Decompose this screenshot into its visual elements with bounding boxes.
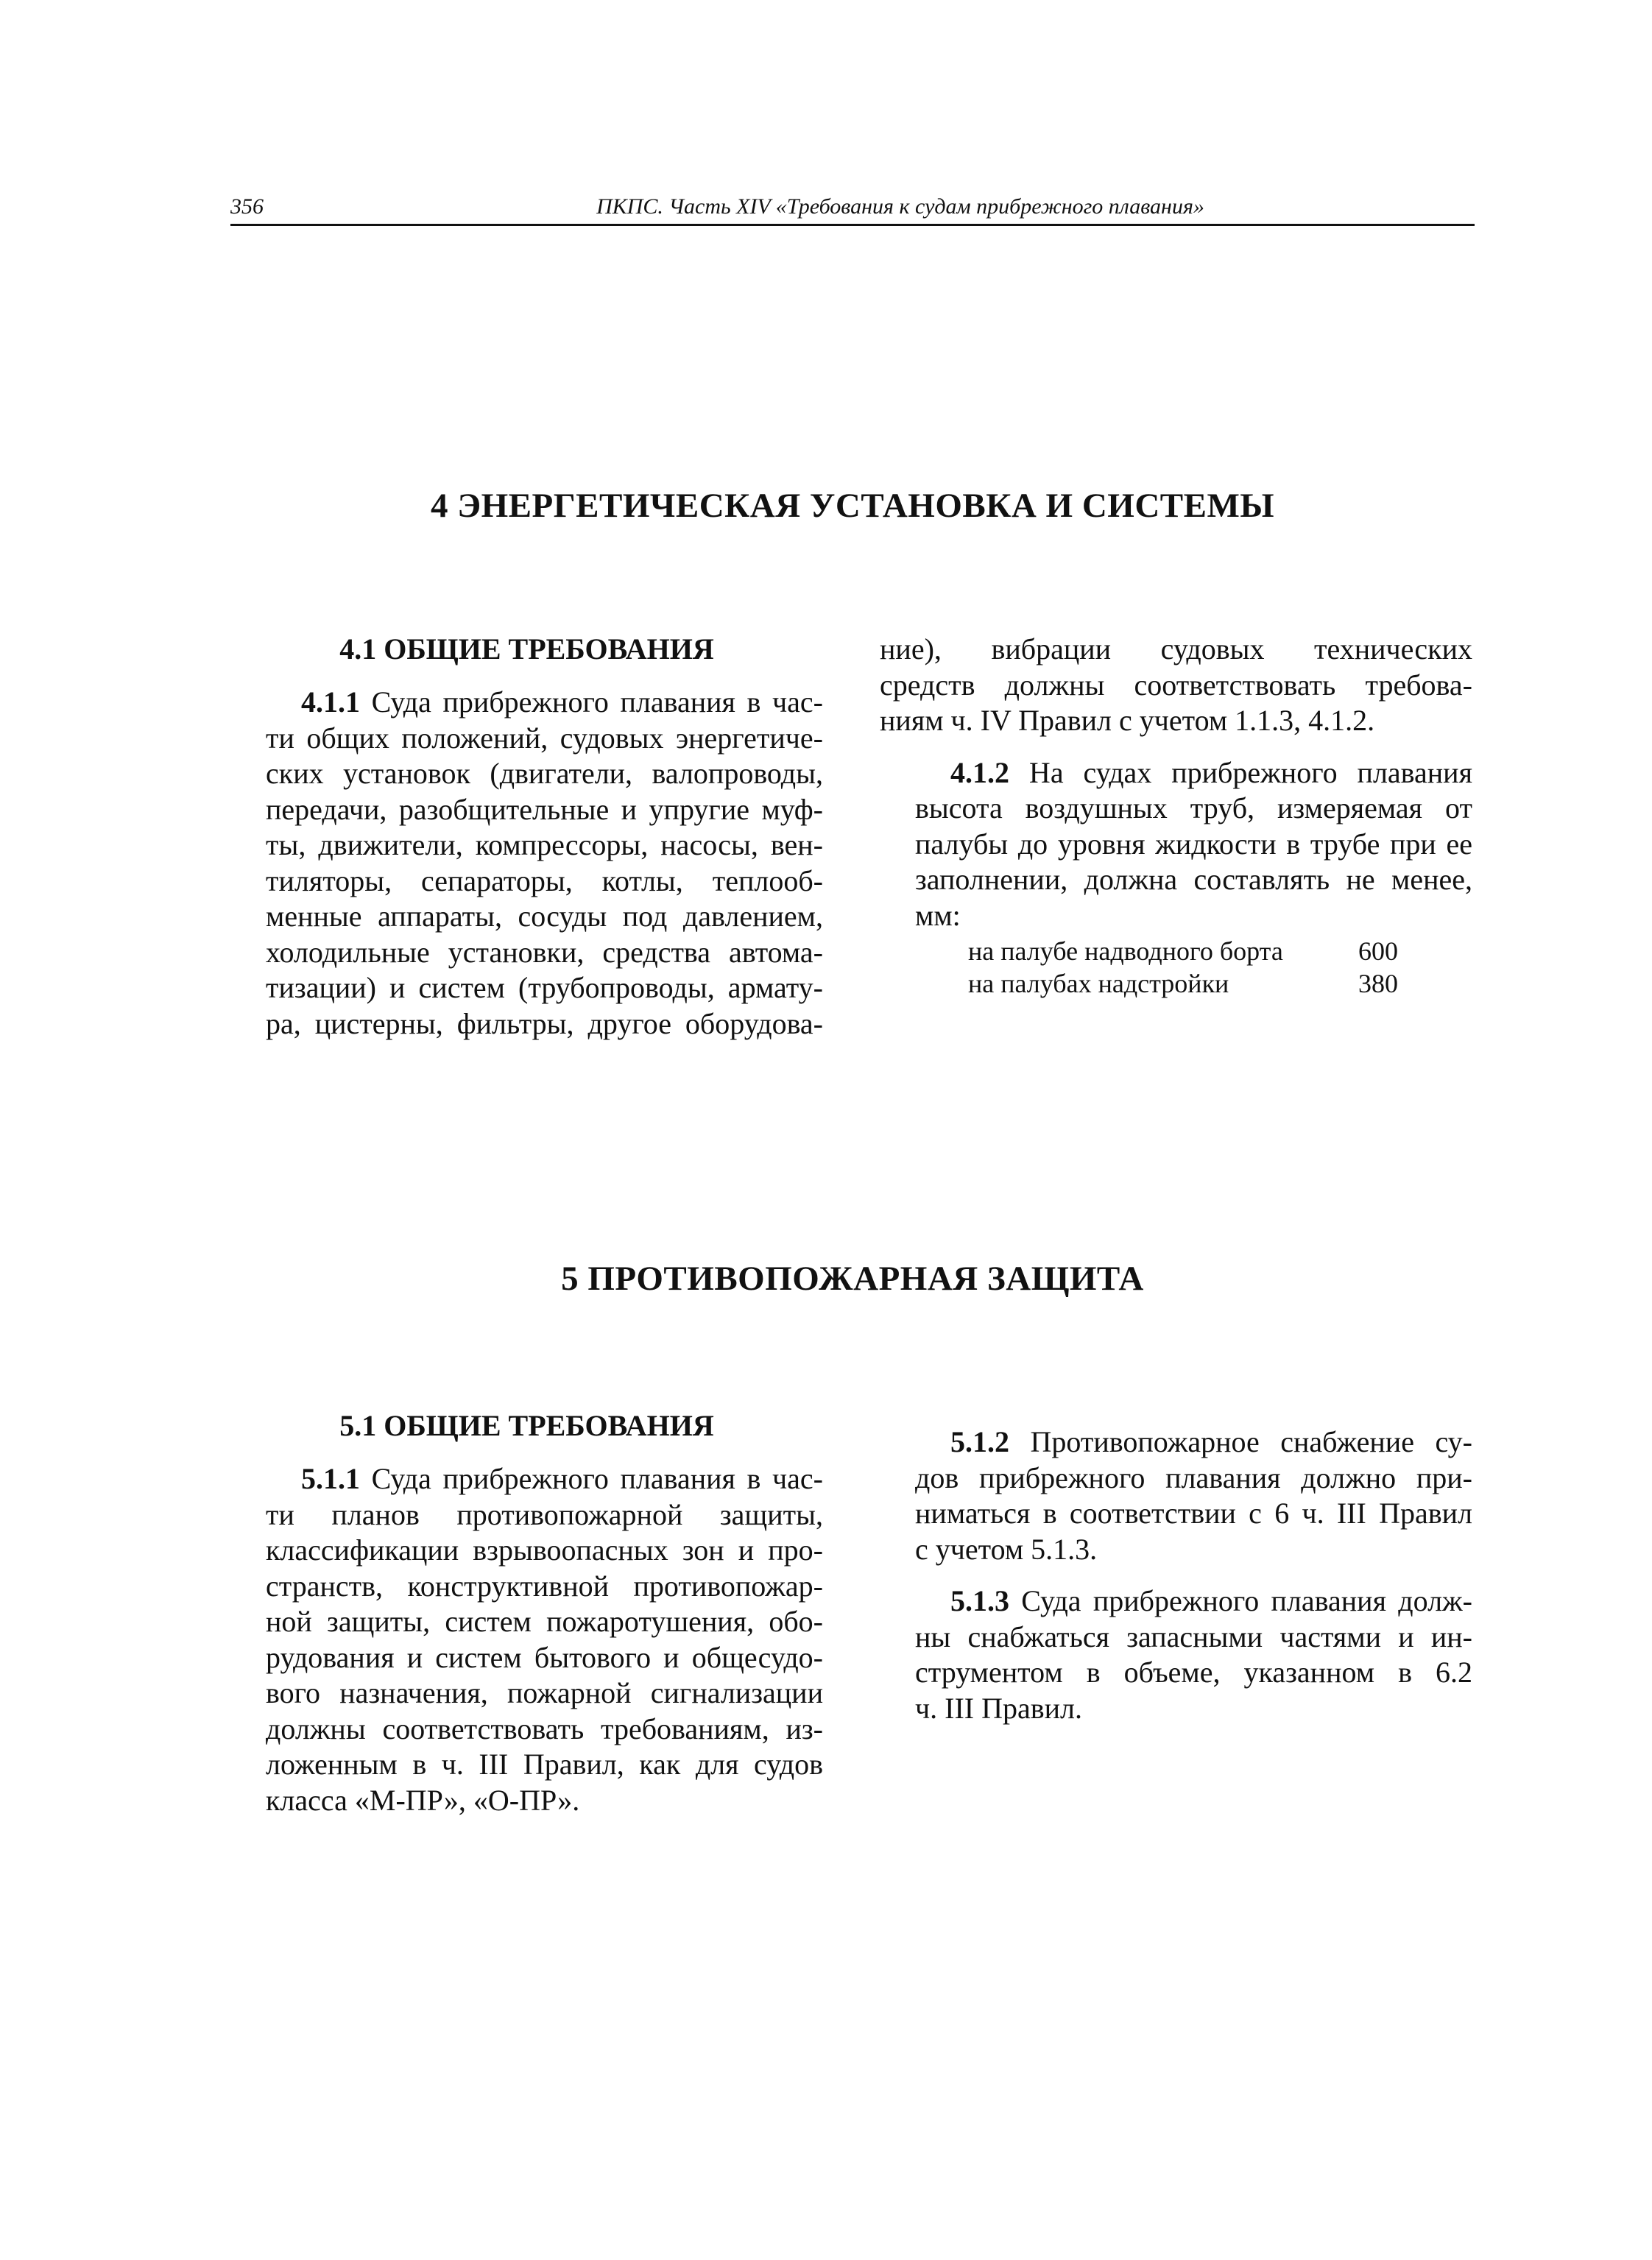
paragraph-line: с учетом 5.1.3. (915, 1532, 1098, 1566)
chapter-4-left-column (230, 632, 823, 1058)
paragraph-4-1-2 (880, 755, 1472, 934)
paragraph-line: странств, конструктивной противопожар- (266, 1569, 823, 1603)
paragraph-line: ра, цистерны, фильтры, другое оборудова- (266, 1006, 823, 1040)
paragraph-line: холодильные установки, средства автома- (266, 935, 823, 969)
paragraph-line: классификации взрывоопасных зон и про- (266, 1533, 823, 1567)
paragraph-line: ти планов противопожарной защиты, (266, 1497, 823, 1531)
air-pipe-height-table (968, 935, 1472, 1000)
section-4-1-title: 4.1 ОБЩИЕ ТРЕБОВАНИЯ (339, 632, 714, 665)
paragraph-line: менные аппараты, сосуды под давлением, (266, 900, 823, 933)
paragraph-line: ложенным в ч. III Правил, как для судов (266, 1748, 823, 1781)
paragraph-line: палубы до уровня жидкости в трубе при ее (915, 827, 1472, 861)
paragraph-4-1-1-continued (880, 632, 1472, 739)
paragraph-line: 5.1.1 Суда прибрежного плавания в час- (301, 1462, 823, 1495)
paragraph-number: 5.1.2 (950, 1425, 1009, 1458)
paragraph-line: должны соответствовать требованиям, из- (266, 1712, 823, 1745)
paragraph-line: ниматься в соответствии с 6 ч. III Правил (915, 1497, 1472, 1530)
paragraph-line: струментом в объеме, указанном в 6.2 (915, 1656, 1472, 1689)
paragraph-line: 5.1.3 Суда прибрежного плавания долж- (950, 1584, 1472, 1617)
paragraph-line: средств должны соответствовать требова- (880, 668, 1472, 702)
paragraph-5-1-2 (880, 1424, 1472, 1567)
table-row (968, 967, 1410, 1000)
paragraph-line: рудования и систем бытового и общесудо- (266, 1640, 823, 1674)
paragraph-number: 5.1.3 (950, 1584, 1009, 1617)
section-5-1-title: 5.1 ОБЩИЕ ТРЕБОВАНИЯ (339, 1409, 714, 1442)
paragraph-4-1-1 (230, 685, 823, 1042)
page-header (230, 193, 1475, 226)
paragraph-line: ной защиты, систем пожаротушения, обо- (266, 1605, 823, 1638)
paragraph-line: заполнении, должна составлять не менее, (915, 863, 1472, 896)
paragraph-line: высота воздушных труб, измеряемая от (915, 791, 1472, 824)
paragraph-line: ти общих положений, судовых энергетиче- (266, 721, 823, 755)
table-value: 600 (1358, 936, 1398, 966)
paragraph-number: 5.1.1 (301, 1462, 360, 1495)
page-number: 356 (230, 194, 264, 219)
paragraph-line: ч. III Правил. (915, 1691, 1082, 1725)
paragraph-line: 5.1.2 Противопожарное снабжение су- (950, 1425, 1472, 1458)
paragraph-line: ты, движители, компрессоры, насосы, вен- (266, 828, 823, 861)
table-row (968, 935, 1410, 967)
paragraph-number: 4.1.2 (950, 755, 1009, 789)
paragraph-line: вого назначения, пожарной сигнализации (266, 1676, 823, 1709)
paragraph-line: тиляторы, сепараторы, котлы, теплооб- (266, 864, 823, 897)
chapter-5-title: 5 ПРОТИВОПОЖАРНАЯ ЗАЩИТА (561, 1260, 1144, 1298)
table-label: на палубе надводного борта (968, 936, 1283, 966)
paragraph-line: 4.1.2 На судах прибрежного плавания (950, 755, 1472, 789)
paragraph-line: тизации) и систем (трубопроводы, армату- (266, 971, 823, 1004)
paragraph-5-1-3 (880, 1583, 1472, 1726)
table-value: 380 (1358, 969, 1398, 998)
chapter-5-right-column (880, 1424, 1472, 1742)
paragraph-line: дов прибрежного плавания должно при- (915, 1461, 1472, 1494)
chapter-4-title: 4 ЭНЕРГЕТИЧЕСКАЯ УСТАНОВКА И СИСТЕМЫ (431, 487, 1274, 525)
paragraph-line: ны снабжаться запасными частями и ин- (915, 1620, 1472, 1653)
paragraph-line: ние), вибрации судовых технических (880, 632, 1472, 665)
paragraph-line: ских установок (двигатели, валопроводы, (266, 757, 823, 790)
paragraph-line: мм: (915, 898, 961, 932)
paragraph-line: ниям ч. IV Правил с учетом 1.1.3, 4.1.2. (880, 704, 1375, 737)
paragraph-5-1-1 (230, 1461, 823, 1818)
running-title: ПКПС. Часть XIV «Требования к судам прибрежного плавания» (596, 194, 1204, 219)
chapter-4-right-column (880, 632, 1472, 1000)
table-label: на палубах надстройки (968, 969, 1229, 998)
paragraph-number: 4.1.1 (301, 685, 360, 718)
chapter-5-left-column (230, 1408, 823, 1835)
paragraph-line: класса «М-ПР», «О-ПР». (266, 1783, 580, 1817)
paragraph-line: 4.1.1 Суда прибрежного плавания в час- (301, 685, 823, 718)
paragraph-line: передачи, разобщительные и упругие муф- (266, 792, 823, 826)
